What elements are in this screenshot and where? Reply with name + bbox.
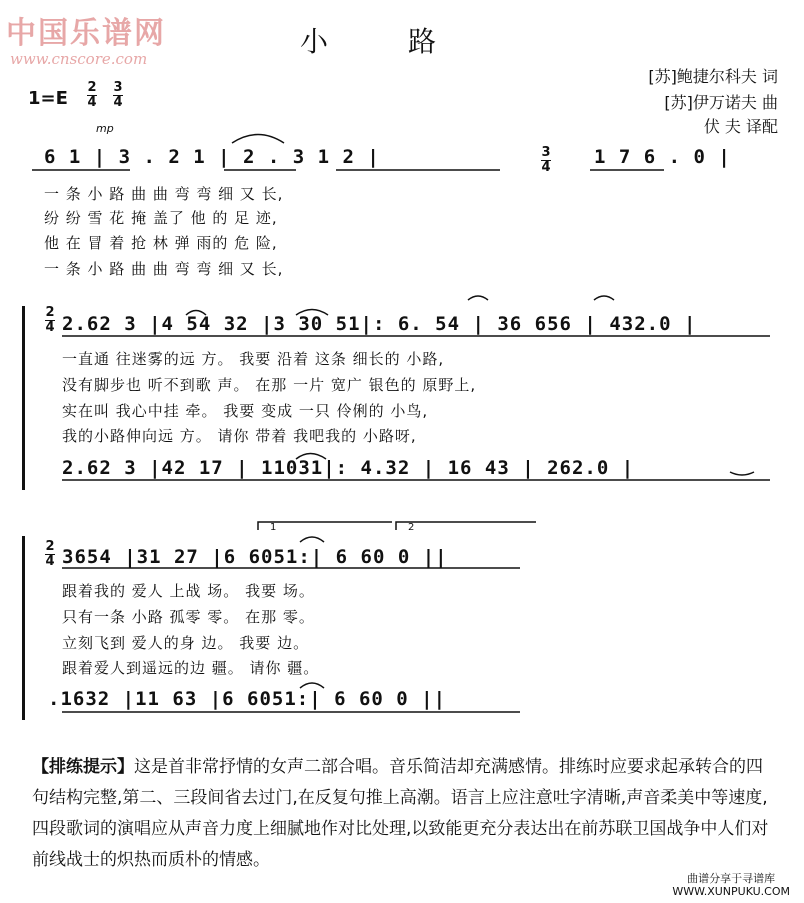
system3-lyric-2: 只有一条 小路 孤零 零。 在那 零。	[62, 608, 315, 626]
slur-9	[300, 683, 324, 688]
tip-label: 【排练提示】	[32, 757, 134, 777]
system1-notes: 6 1 | 3 . 2 1 | 2 . 3 1 2 |	[44, 146, 380, 168]
system1-lyric-2: 纷 纷 雪 花 掩 盖了 他 的 足 迹,	[44, 209, 278, 227]
system1-time-change: 3 4	[541, 145, 551, 175]
rehearsal-tip	[32, 752, 774, 876]
slur-8	[300, 537, 324, 542]
system2-lyric-3: 实在叫 我心中挂 牵。 我要 变成 一只 伶俐的 小鸟,	[62, 402, 429, 420]
composer-credit: [苏]伊万诺夫 曲	[664, 93, 778, 112]
key-signature: 1=E	[28, 88, 68, 109]
slur-1	[232, 135, 284, 144]
song-title: 小路	[300, 25, 517, 58]
system2-upper-notes: 2.62 3 |4 54 32 |3 30 51|: 6. 54 | 36 656 | 432.0 |	[62, 313, 697, 335]
system3-time-sig: 2 4	[45, 539, 55, 569]
slur-5	[594, 296, 614, 300]
slur-7	[730, 472, 754, 475]
volta-2-label: 2	[408, 522, 415, 533]
system1-lyric-3: 他 在 冒 着 抢 林 弹 雨的 危 险,	[44, 234, 278, 252]
system2-lyric-2: 没有脚步也 听不到歌 声。 在那 一片 宽广 银色的 原野上,	[62, 376, 477, 394]
watermark-title: 中国乐谱网	[6, 16, 166, 51]
slur-6	[468, 296, 488, 300]
system2-lyric-4: 我的小路伸向远 方。 请你 带着 我吧我的 小路呀,	[62, 427, 417, 445]
footer-credit: 曲谱分享于寻谱库 WWW.XUNPUKU.COM	[672, 872, 790, 898]
time-signature-3-4: 3 4	[113, 80, 123, 110]
watermark-url: www.cnscore.com	[10, 50, 148, 68]
volta-1-label: 1	[270, 522, 277, 533]
system2-time-sig: 2 4	[45, 305, 55, 335]
system2-lower-notes: 2.62 3 |42 17 | 11031|: 4.32 | 16 43 | 262.0 |	[62, 457, 635, 479]
slur-4	[296, 454, 326, 460]
time-signature-2-4: 2 4	[87, 80, 97, 110]
system3-lyric-3: 立刻飞到 爱人的身 边。 我要 边。	[62, 634, 310, 652]
lyricist-credit: [苏]鲍捷尔科夫 词	[648, 67, 778, 86]
slur-3	[186, 311, 206, 316]
tip-text: 这是首非常抒情的女声二部合唱。音乐简洁却充满感情。排练时应要求起承转合的四句结构完整,第二、三段间省去过门,在反复句推上高潮。语言上应注意吐字清晰,声音柔美中等速度,四段歌词的演唱应从声音力度上细腻地作对比处理,以致能更充分表达出在前苏联卫国战争中人们对前线战士的炽热而质朴的情感。	[32, 757, 769, 870]
system1-lyric-4: 一 条 小 路 曲 曲 弯 弯 细 又 长,	[44, 260, 284, 278]
volta-bracket-2	[396, 522, 536, 530]
system3-lower-notes: .1632 |11 63 |6 6051:| 6 60 0 ||	[48, 688, 447, 710]
slur-2	[296, 310, 328, 316]
dynamic-marking: mp	[96, 122, 114, 135]
translator-credit: 伏 夫 译配	[703, 117, 778, 136]
system1-notes-end: 1 7 6 . 0 |	[594, 146, 731, 168]
system1-lyric-1: 一 条 小 路 曲 曲 弯 弯 细 又 长,	[44, 185, 284, 203]
system3-upper-notes: 3654 |31 27 |6 6051:| 6 60 0 ||	[62, 546, 448, 568]
system2-lyric-1: 一直通 往迷雾的远 方。 我要 沿着 这条 细长的 小路,	[62, 350, 445, 368]
system3-lyric-1: 跟着我的 爱人 上战 场。 我要 场。	[62, 582, 315, 600]
volta-bracket-1	[258, 522, 392, 530]
system3-lyric-4: 跟着爱人到遥远的边 疆。 请你 疆。	[62, 659, 320, 677]
